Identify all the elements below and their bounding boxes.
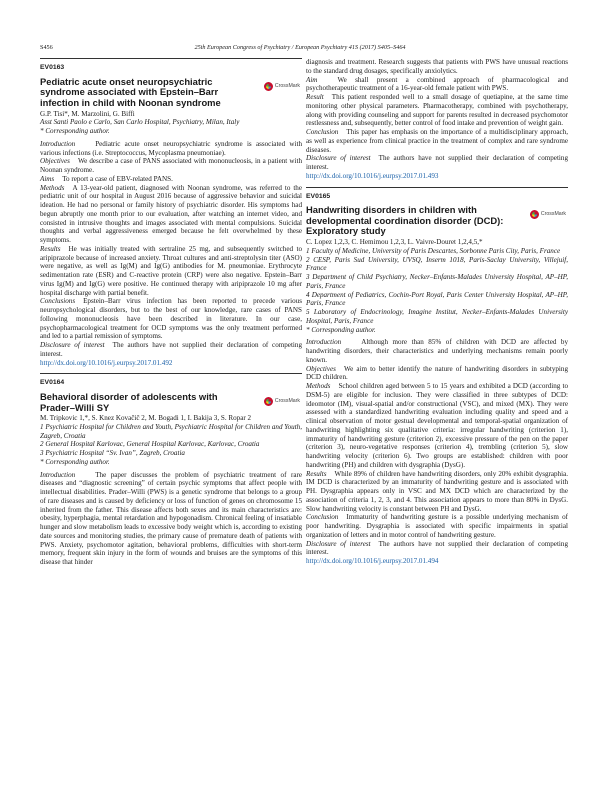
- aims: Aims To report a case of EBV-related PANS.: [40, 174, 173, 183]
- abstract-title: Pediatric acute onset neuropsychiatric syndrome associated with Epstein–Barr infection in child with Noonan syndrome CrossMark: [40, 75, 300, 108]
- left-column: [40, 58, 302, 567]
- affiliation: 2 General Hospital Karlovac, General Hospital Karlovac, Karlovac, Croatia: [40, 440, 260, 449]
- introduction: Introduction Pediatric acute onset neuropsychiatric syndrome is associated with various infections (i.e. Streptococcus, Mycoplasma pneumoniae).: [40, 139, 302, 157]
- affiliation: 2 CESP, Paris Sud University, UVSQ, Inserm 1018, Paris-Saclay University, Villejuif, France: [306, 255, 568, 273]
- divider: [40, 373, 302, 374]
- objectives: Objectives We aim to better identify the nature of handwriting disorders in subtyping DCD children.: [306, 364, 568, 382]
- divider: [306, 187, 568, 188]
- affiliation: 3 Psychiatric Hospital “Sv. Ivan”, Zagreb, Croatia: [40, 449, 185, 458]
- abstract-id: EV0163: [40, 64, 65, 71]
- introduction: Introduction Although more than 85% of children with DCD are affected by handwriting disorders, their characteristics and underlying mechanisms remain poorly known.: [306, 338, 568, 364]
- affiliation: Asst Santi Paolo e Carlo, San Carlo Hospital, Psychiatry, Milan, Italy: [40, 118, 240, 127]
- page-number: S456: [40, 44, 53, 51]
- crossmark-icon[interactable]: CrossMark: [264, 396, 300, 407]
- abstract-id: EV0165: [306, 192, 331, 200]
- disclosure: Disclosure of interest The authors have not supplied their declaration of competing interest.: [40, 341, 302, 358]
- methods: Methods School children aged between 5 to 15 years and exhibited a DCD (according to DSM-5) are eligible for inclusion. They were classified in three subtypes of DCD: ideomotor (IM), visual-spatial and/or constructional (VSC), and mixed (MX). They were assessed with a standardized handwriting evaluation including quality and speed and a clinical observation of motor gestual developmental and temporal-spatial organization of handwriting highlighting six qualitative criteria: irregular handwriting (criterion 1), immaturity of handwriting gesture (criterion 2), excessive pressure of the pen on the paper (criterion 3), neuro-vegetative responses (criterion 4), trembling (criterion 5), slow handwriting velocity (criterion 6). Two groups are established: children with poor handwriting (PH) and children with dysgraphia (DysG).: [306, 382, 568, 469]
- corresponding-author: * Corresponding author.: [40, 127, 110, 136]
- introduction-continued: diagnosis and treatment. Research suggests that patients with PWS have unusual reactions to the standard drug dosages, specifically anxiolytics.: [306, 58, 568, 75]
- affiliation: 1 Faculty of Medicine, University of Paris Descartes, Sorbonne Paris City, Paris, France: [306, 246, 561, 255]
- aim: Aim We shall present a combined approach of pharmacological and psychotherapeutic treatment of a 16-year-old female patient with PWS.: [306, 75, 568, 93]
- authors: G.P. Tisi*, M. Marzolini, G. Biffi: [40, 109, 135, 118]
- result: Result This patient responded well to a small dosage of quetiapine, at the same time monitoring other physical parameters. Pharmacotherapy, combined with psychotherapy, along with providing counseling and support for parents resulted in decreased psychomotor restlessness and, subsequently, better control of food intake and prevention of weight gain.: [306, 93, 568, 128]
- right-column: [306, 58, 568, 566]
- abstract-title: Behavioral disorder of adolescents with Prader–Willi SY CrossMark: [40, 391, 300, 413]
- conclusion: Conclusion Immaturity of handwriting gesture is a possible underlying mechanism of poor handwriting. Dysgraphia is associated with specific impairments in spatial organization of letters and in motor control of handwriting gesture.: [306, 513, 568, 539]
- affiliation: 3 Department of Child Psychiatry, Necker–Enfants-Malades University Hospital, AP–HP, Paris, France: [306, 273, 568, 290]
- doi-link[interactable]: http://dx.doi.org/10.1016/j.eurpsy.2017.01.492: [40, 358, 173, 367]
- corresponding-author: * Corresponding author.: [40, 457, 110, 466]
- abstract-title: Handwriting disorders in children with developmental coordination disorder (DCD): Exploratory study CrossMark: [306, 204, 566, 237]
- journal-citation: 25th European Congress of Psychiatry / European Psychiatry 41S (2017) S405–S464: [194, 44, 406, 51]
- divider: [40, 58, 302, 59]
- methods: Methods A 13-year-old patient, diagnosed with Noonan syndrome, was referred to the pediatric unit of our hospital in August 2016 because of aggressive behavior and suicidal ideation. He had no personal or family history of psychiatric disorder. His symptoms had begun abruptly one month prior to our evaluation, after watching an internet video, and consisted in intrusive thoughts and images associated with mental compulsions. Suicidal thoughts and verbal aggressiveness emerged because he felt overwhelmed by these symptoms.: [40, 183, 302, 245]
- doi-link[interactable]: http://dx.doi.org/10.1016/j.eurpsy.2017.01.493: [306, 171, 439, 180]
- results: Results While 89% of children have handwriting disorders, only 20% exhibit dysgraphia. IM DCD is characterized by an immaturity of handwriting gesture and is associated with PH. Dysgraphia appears only in VSC and MX DCD which are characterized by the association of criteria 1, 2, 3, and 4. This association appears to more than 80% in DysG. Slow handwriting velocity is constant between PH and DysG.: [306, 469, 568, 513]
- disclosure: Disclosure of interest The authors have not supplied their declaration of competing interest.: [306, 154, 568, 171]
- affiliation: 4 Department of Pediatrics, Cochin-Port Royal, Paris Center University Hospital, AP–HP, Paris, France: [306, 290, 568, 308]
- crossmark-icon[interactable]: CrossMark: [530, 209, 566, 220]
- conclusions: Conclusions Epstein–Barr virus infection has been reported to precede various neuropsychological disorders, but to the best of our knowledge, rare cases of PANS following mononucleosis have been described in literature. In our case, psychopharmacological treatment for OCD symptoms was the only treatment performed and led to a partial remission of symptoms.: [40, 297, 302, 341]
- results: Results He was initially treated with sertraline 25 mg, and subsequently switched to aripiprazole because of increased anxiety. Throat cultures and anti-streptolysin titer (ASO) were negative, as well as Ig(M) and Ig(G) antibodies for M. pneumoniae. Erythrocyte sedimentation rate (ESR) and C-reactive protein (CRP) were also negative. Epstein–Barr virus Ig(M) and Ig(G) were positive. He continued therapy with aripiprazole 10 mg after hospital discharge with partial benefit.: [40, 244, 302, 297]
- affiliation: 5 Laboratory of Endocrinology, Imagine Institut, Necker–Enfants-Malades University Hospital, Paris, France: [306, 308, 568, 325]
- authors: M. Tripkovic 1,*, S. Knez Kovačič 2, M. Bogadi 1, I. Bakija 3, S. Ropar 2: [40, 414, 252, 423]
- conclusion: Conclusion This paper has emphasis on the importance of a multidisciplinary approach, as well as experience from clinical practice in the treatment of complex and rare syndrome diseases.: [306, 128, 568, 154]
- doi-link[interactable]: http://dx.doi.org/10.1016/j.eurpsy.2017.01.494: [306, 557, 439, 566]
- authors: C. Lopez 1,2,3, C. Hemimou 1,2,3, L. Vaivre-Douret 1,2,4,5,*: [306, 238, 483, 247]
- crossmark-icon[interactable]: CrossMark: [264, 81, 300, 92]
- introduction: Introduction The paper discusses the problem of psychiatric treatment of rare diseases and “diagnostic screening” of certain psychic symptoms that affect people with intellectual disabilities. Prader–Willi (PWS) is a genetic syndrome that belongs to a group of rare diseases and is caused by deficiency or loss of function of genes on chromosome 15 inherited from the father. This disease affects both sexes and its main characteristics are: obesity, hyperphagia, mental retardation and hypogonadism. Chronical feeling of insatiable hunger and slow metabolism leads to excessive body weight which is, according to existing date sources and monitoring studies, the primary cause of premature death of patients with PWS. Anxiety, psychomotor agitation, behavioral problems, difficulties with short-term memory, frequent skin injury in the form of wounds and bruises are the symptoms of this disease that hinder: [40, 470, 302, 567]
- objectives: Objectives We describe a case of PANS associated with mononucleosis, in a patient with Noonan syndrome.: [40, 157, 302, 175]
- affiliation: 1 Psychiatric Hospital for Children and Youth, Psychiatric Hospital for Children and Youth, Zagreb, Croatia: [40, 422, 302, 440]
- disclosure: Disclosure of interest The authors have not supplied their declaration of competing interest.: [306, 539, 568, 557]
- corresponding-author: * Corresponding author.: [306, 325, 376, 334]
- abstract-id: EV0164: [40, 379, 65, 387]
